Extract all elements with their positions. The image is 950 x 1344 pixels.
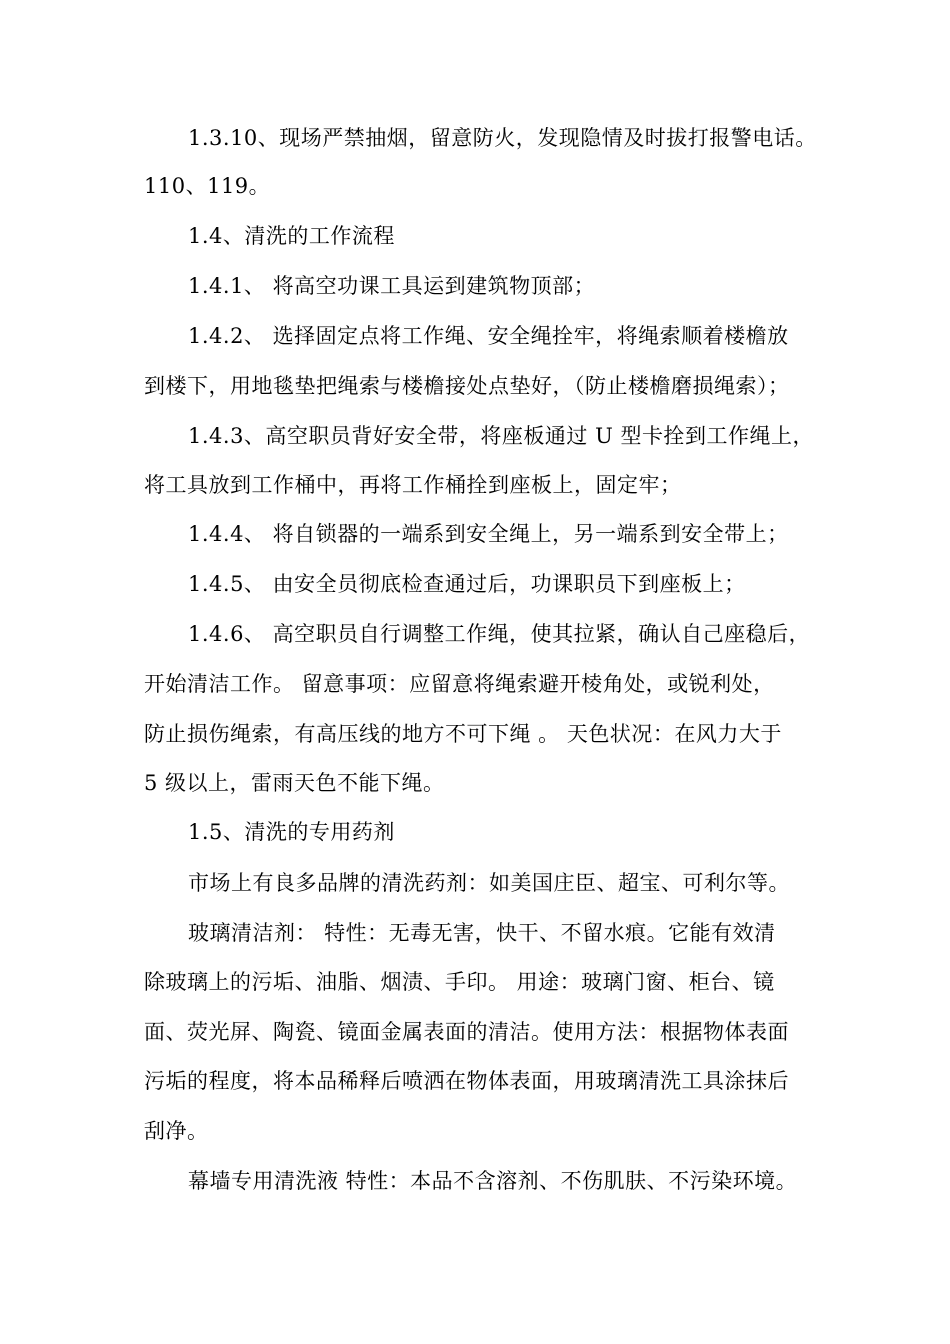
text-line: 开始清洁工作。 留意事项：应留意将绳索避开棱角处，或锐利处， <box>144 672 775 696</box>
text-line: 1.3.10、现场严禁抽烟，留意防火，发现隐情及时拔打报警电话。 <box>188 126 817 150</box>
text-line: 5 级以上，雷雨天色不能下绳。 <box>144 771 445 795</box>
text-line: 幕墙专用清洗液 特性：本品不含溶剂、不伤肌肤、不污染环境。 <box>188 1169 798 1193</box>
text-line: 刮净。 <box>144 1119 209 1143</box>
text-line: 到楼下，用地毯垫把绳索与楼檐接处点垫好，（防止楼檐磨损绳索）； <box>144 374 790 398</box>
text-line: 1.4.3、高空职员背好安全带，将座板通过 U 型卡拴到工作绳上， <box>188 424 814 448</box>
text-line: 除玻璃上的污垢、油脂、烟渍、手印。 用途：玻璃门窗、柜台、镜 <box>144 970 775 994</box>
text-line: 1.4.5、 由安全员彻底检查通过后，功课职员下到座板上； <box>188 572 746 596</box>
section-heading: 1.5、清洗的专用药剂 <box>188 820 395 844</box>
text-line: 1.4.1、 将高空功课工具运到建筑物顶部； <box>188 274 596 298</box>
text-line: 污垢的程度，将本品稀释后喷洒在物体表面，用玻璃清洗工具涂抹后 <box>144 1069 789 1093</box>
text-line: 面、荧光屏、陶瓷、镜面金属表面的清洁。使用方法：根据物体表面 <box>144 1020 789 1044</box>
text-line: 1.4.6、 高空职员自行调整工作绳，使其拉紧，确认自己座稳后， <box>188 622 811 646</box>
text-line: 防止损伤绳索，有高压线的地方不可下绳 。 天色状况：在风力大于 <box>144 722 782 746</box>
text-line: 将工具放到工作桶中，再将工作桶拴到座板上，固定牢； <box>144 473 682 497</box>
text-line: 玻璃清洁剂： 特性：无毒无害，快干、不留水痕。它能有效清 <box>188 921 776 945</box>
text-line: 1.4.2、 选择固定点将工作绳、安全绳拴牢，将绳索顺着楼檐放 <box>188 324 789 348</box>
section-heading: 1.4、清洗的工作流程 <box>188 224 395 248</box>
text-line: 1.4.4、 将自锁器的一端系到安全绳上，另一端系到安全带上； <box>188 522 789 546</box>
text-line: 市场上有良多品牌的清洗药剂：如美国庄臣、超宝、可利尔等。 <box>188 871 790 895</box>
text-line: 110、119。 <box>144 174 271 198</box>
